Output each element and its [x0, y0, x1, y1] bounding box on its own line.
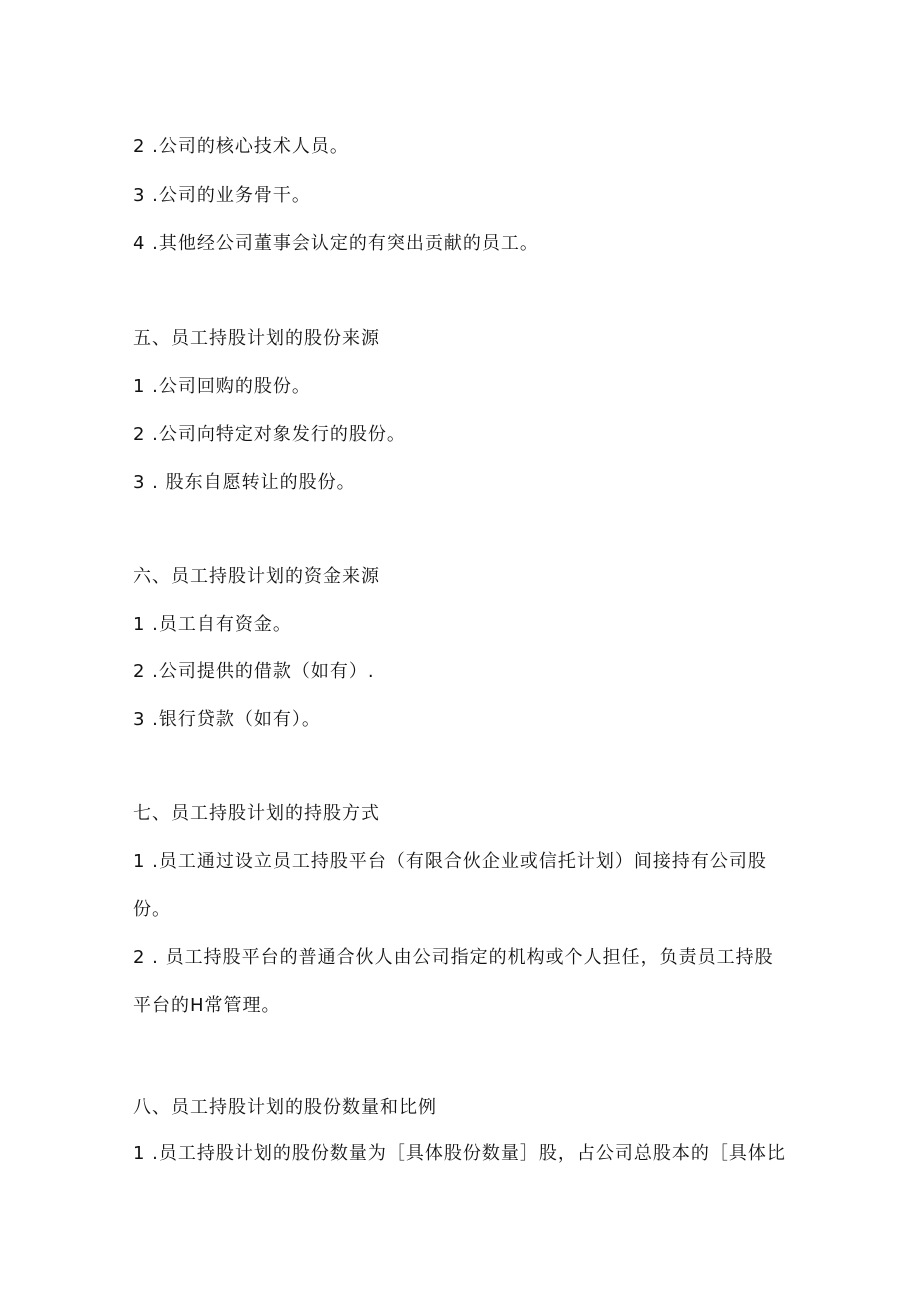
list-item: 3 . 股东自愿转让的股份。 [133, 472, 356, 493]
list-item: 2 .公司向特定对象发行的股份。 [133, 424, 406, 445]
list-item: 2 .公司提供的借款（如有）. [133, 661, 375, 682]
list-item: 1 .员工持股计划的股份数量为［具体股份数量］股，占公司总股本的［具体比 [133, 1143, 786, 1164]
section-heading: 七、员工持股计划的持股方式 [133, 803, 380, 824]
list-item: 2 . 员工持股平台的普通合伙人由公司指定的机构或个人担任，负责员工持股 [133, 947, 774, 968]
list-item: 2 .公司的核心技术人员。 [133, 136, 349, 157]
section-heading: 五、员工持股计划的股份来源 [133, 328, 380, 349]
list-item: 1 .员工通过设立员工持股平台（有限合伙企业或信托计划）间接持有公司股 [133, 851, 767, 872]
list-item: 3 .公司的业务骨干。 [133, 185, 311, 206]
list-item: 1 .公司回购的股份。 [133, 376, 311, 397]
section-heading: 八、员工持股计划的股份数量和比例 [133, 1097, 437, 1118]
list-item: 4 .其他经公司董事会认定的有突出贡献的员工。 [133, 233, 539, 254]
list-item: 3 .银行贷款（如有）。 [133, 709, 321, 730]
section-heading: 六、员工持股计划的资金来源 [133, 566, 380, 587]
list-item: 1 .员工自有资金。 [133, 614, 292, 635]
list-item-continuation: 份。 [133, 899, 171, 920]
list-item-continuation: 平台的H常管理。 [133, 995, 281, 1016]
